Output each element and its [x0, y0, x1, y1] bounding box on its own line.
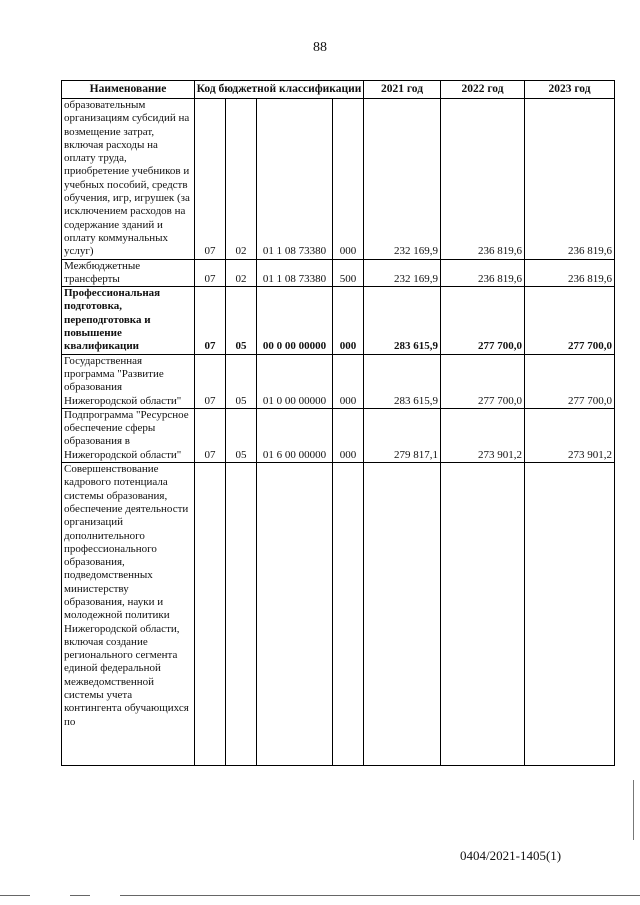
- header-name: Наименование: [62, 81, 195, 99]
- row-value-2022: 277 700,0: [441, 287, 525, 354]
- row-section: 07: [195, 287, 226, 354]
- row-name: Профессиональная подготовка, переподготовка и повышение квалификации: [62, 287, 195, 354]
- row-value-2022: 273 901,2: [441, 408, 525, 462]
- table-row: [62, 463, 615, 766]
- scan-artifact-line: [70, 895, 90, 896]
- row-name: образовательным организациям субсидий на возмещение затрат, включая расходы на оплату труда, приобретение учебников и учебных пособий, средств обучения, игр, игрушек (за исключением расходов на содержание зданий и оплату коммунальных услуг): [62, 99, 195, 260]
- row-value-2021: 283 615,9: [364, 354, 441, 408]
- row-value-2021: 232 169,9: [364, 259, 441, 287]
- header-code: Код бюджетной классификации: [195, 81, 364, 99]
- row-value-2022: 236 819,6: [441, 99, 525, 260]
- row-value-2021: 283 615,9: [364, 287, 441, 354]
- row-value-2022: 277 700,0: [441, 354, 525, 408]
- page-number: 88: [313, 40, 327, 55]
- scan-artifact-line: [120, 895, 640, 896]
- row-target-article: 00 0 00 00000: [257, 287, 333, 354]
- row-name: Совершенствование кадрового потенциала системы образования, обеспечение деятельности организаций дополнительного профессионального образования, подведомственных министерству образования, науки и молодежной политики Нижегородской области, включая создание регионального сегмента единой федеральной межведомственной системы учета контингента обучающихся по: [62, 463, 195, 766]
- row-target-article: 01 6 00 00000: [257, 408, 333, 462]
- row-target-article: 01 1 08 73380: [257, 259, 333, 287]
- budget-table: [61, 80, 615, 766]
- row-name: Государственная программа "Развитие образования Нижегородской области": [62, 354, 195, 408]
- document-footer-code: 0404/2021-1405(1): [460, 848, 562, 863]
- row-name: Подпрограмма "Ресурсное обеспечение сферы образования в Нижегородской области": [62, 408, 195, 462]
- row-name: Межбюджетные трансферты: [62, 259, 195, 287]
- row-target-article: [257, 463, 333, 766]
- row-expense-type: 500: [333, 259, 364, 287]
- table-row: [62, 99, 615, 260]
- row-expense-type: [333, 463, 364, 766]
- table-row: [62, 408, 615, 462]
- row-subsection: [226, 463, 257, 766]
- table-row: [62, 354, 615, 408]
- row-subsection: 02: [226, 259, 257, 287]
- row-subsection: 05: [226, 408, 257, 462]
- row-value-2021: 232 169,9: [364, 99, 441, 260]
- row-value-2023: [525, 463, 615, 766]
- header-2021: 2021 год: [364, 81, 441, 99]
- row-value-2022: [441, 463, 525, 766]
- header-2022: 2022 год: [441, 81, 525, 99]
- row-value-2021: 279 817,1: [364, 408, 441, 462]
- row-target-article: 01 0 00 00000: [257, 354, 333, 408]
- table-row: [62, 259, 615, 287]
- scan-artifact-line: [0, 895, 30, 896]
- row-subsection: 02: [226, 99, 257, 260]
- row-expense-type: 000: [333, 99, 364, 260]
- table-header-row: [62, 81, 615, 99]
- row-subsection: 05: [226, 354, 257, 408]
- table-row: [62, 287, 615, 354]
- row-value-2023: 236 819,6: [525, 259, 615, 287]
- row-subsection: 05: [226, 287, 257, 354]
- row-value-2021: [364, 463, 441, 766]
- row-value-2023: 236 819,6: [525, 99, 615, 260]
- row-section: 07: [195, 408, 226, 462]
- row-target-article: 01 1 08 73380: [257, 99, 333, 260]
- row-section: 07: [195, 259, 226, 287]
- row-value-2023: 277 700,0: [525, 354, 615, 408]
- row-expense-type: 000: [333, 287, 364, 354]
- row-expense-type: 000: [333, 354, 364, 408]
- row-section: 07: [195, 354, 226, 408]
- row-value-2023: 277 700,0: [525, 287, 615, 354]
- row-expense-type: 000: [333, 408, 364, 462]
- row-section: [195, 463, 226, 766]
- row-section: 07: [195, 99, 226, 260]
- scan-artifact-mark: [633, 780, 634, 840]
- row-value-2022: 236 819,6: [441, 259, 525, 287]
- header-2023: 2023 год: [525, 81, 615, 99]
- row-value-2023: 273 901,2: [525, 408, 615, 462]
